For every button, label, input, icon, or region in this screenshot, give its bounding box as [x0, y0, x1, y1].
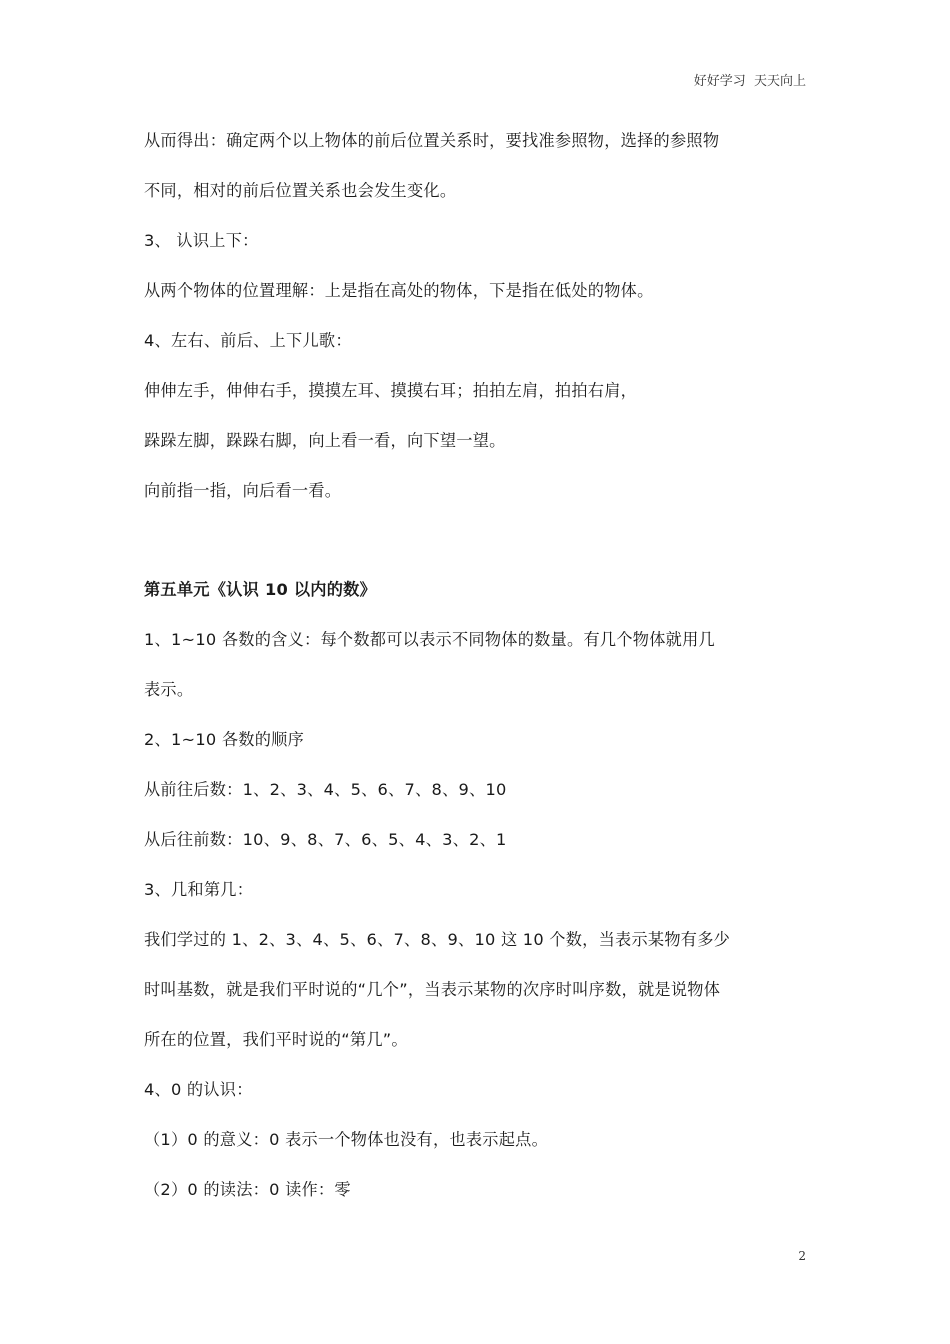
paragraph-line: 从两个物体的位置理解：上是指在高处的物体，下是指在低处的物体。	[144, 281, 654, 300]
page-header: 好好学习 天天向上	[693, 74, 806, 89]
paragraph-line: 我们学过的 1、2、3、4、5、6、7、8、9、10 这 10 个数，当表示某物有多少	[144, 930, 731, 949]
paragraph-line: 时叫基数，就是我们平时说的“几个”，当表示某物的次序时叫序数，就是说物体	[144, 980, 721, 999]
rhyme-line: 跺跺左脚，跺跺右脚，向上看一看，向下望一望。	[144, 431, 506, 450]
paragraph-line: 不同，相对的前后位置关系也会发生变化。	[144, 181, 457, 200]
section-title: 第五单元《认识 10 以内的数》	[144, 580, 377, 599]
paragraph-line: 从后往前数：10、9、8、7、6、5、4、3、2、1	[144, 830, 507, 849]
list-item-heading: 4、0 的认识：	[144, 1080, 253, 1099]
list-item-heading: 3、 认识上下：	[144, 231, 259, 250]
paragraph-line: 所在的位置，我们平时说的“第几”。	[144, 1030, 408, 1049]
paragraph-line: 表示。	[144, 680, 194, 699]
rhyme-line: 向前指一指，向后看一看。	[144, 481, 342, 500]
paragraph-line: 从而得出：确定两个以上物体的前后位置关系时，要找准参照物，选择的参照物	[144, 131, 720, 150]
list-item-heading: 4、左右、前后、上下儿歌：	[144, 331, 352, 350]
paragraph-line: 从前往后数：1、2、3、4、5、6、7、8、9、10	[144, 780, 507, 799]
page-number: 2	[798, 1249, 806, 1263]
list-item-heading: 2、1~10 各数的顺序	[144, 730, 305, 749]
paragraph-line: 1、1~10 各数的含义：每个数都可以表示不同物体的数量。有几个物体就用几	[144, 630, 715, 649]
rhyme-line: 伸伸左手，伸伸右手，摸摸左耳、摸摸右耳；拍拍左肩，拍拍右肩，	[144, 381, 638, 400]
list-item-heading: 3、几和第几：	[144, 880, 254, 899]
sub-item: （1）0 的意义：0 表示一个物体也没有，也表示起点。	[144, 1130, 549, 1149]
sub-item: （2）0 的读法：0 读作：零	[144, 1180, 351, 1199]
